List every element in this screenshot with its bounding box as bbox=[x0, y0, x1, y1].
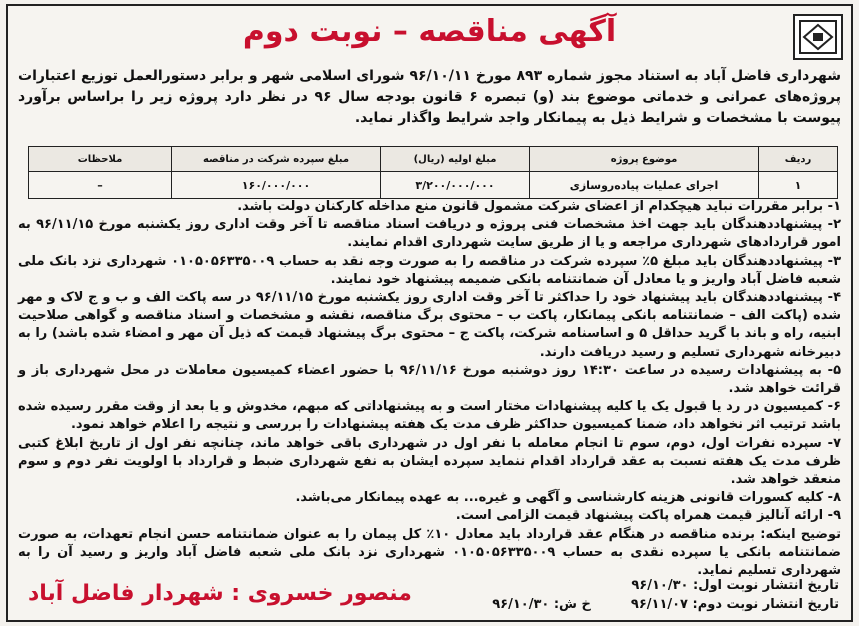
project-subject: اجرای عملیات پیاده‌روسازی bbox=[530, 172, 759, 199]
clause-2: ۲- پیشنهاددهندگان باید جهت اخذ مشخصات فنی پروژه و دریافت اسناد مناقصه تا آخر وقت اداری روز یکشنبه مورخ ۹۶/۱۱/۱۵ به امور قراردادهای شهرداری مراجعه و یا از طریق سایت شهرداری اقدام نمایند. bbox=[18, 217, 842, 251]
intro-paragraph: شهرداری فاضل آباد به استناد مجوز شماره ۸۹۳ مورخ ۹۶/۱۰/۱۱ شورای اسلامی شهر و برابر دستورالعمل توزیع اعتبارات پروژه‌های عمرانی و خدماتی موضوع بند (و) تبصره ۶ قانون بودجه سال ۹۶ در نظر دارد پروژه زیر را براساس برآورد پیوست با مشخصات و شرایط ذیل به پیمانکار واجد شرایط واگذار نماید. bbox=[18, 68, 842, 126]
clause-3: ۳- پیشنهاددهندگان باید مبلغ ۵٪ سپرده شرکت در مناقصه را به صورت وجه نقد به حساب ۰۱۰۵۰۵۶۳۳۵۰۰۹ شهرداری نزد بانک ملی شعبه فاضل آباد واریز و یا معادل آن ضمانتنامه بانکی ضمیمه پیشنهاد خود نمایند. bbox=[18, 253, 841, 287]
clause-9: ۹- ارائه آنالیز قیمت همراه پاکت پیشنهاد قیمت الزامی است. bbox=[455, 508, 841, 524]
tender-notice bbox=[6, 4, 853, 622]
clause-1: ۱- برابر مقررات نباید هیچکدام از اعضای شرکت مشمول قانون منع مداخله کارکنان دولت باشد. bbox=[237, 199, 841, 214]
table-header-row bbox=[29, 147, 838, 172]
tender-table bbox=[28, 146, 838, 199]
clause-5: ۵- به پیشنهادات رسیده در ساعت ۱۴:۳۰ روز دوشنبه مورخ ۹۶/۱۱/۱۶ با حضور اعضاء کمیسیون معاملات در محل شهرداری باز و قرائت خواهد شد. bbox=[18, 362, 841, 397]
deposit-amount: ۱۶۰/۰۰۰/۰۰۰ bbox=[172, 172, 381, 199]
row-number: ۱ bbox=[759, 172, 838, 199]
publication-dates bbox=[492, 576, 839, 614]
col-header-row-number: ردیف bbox=[759, 147, 838, 172]
clause-4: ۴- پیشنهاددهندگان باید پیشنهاد خود را حداکثر تا آخر وقت اداری روز یکشنبه مورخ ۹۶/۱۱/۱۵ در سه پاکت الف و ب و ج لاک و مهر شده (پاکت الف – ضمانتنامه بانکی پیمانکار، پاکت ب – محتوی برگ مناقصه، نقشه و مشخصات و اسناد مناقصه و گواهی صلاحیت ابنیه، راه و باند با گرید حداقل ۵ و اساسنامه شرکت، پاکت ج – محتوی برگ پیشنهاد قیمت که ذیل آن مهر و امضاء شده باشد) را به دبیرخانه شهرداری تسلیم و رسید دریافت دارند. bbox=[18, 290, 841, 360]
second-publication-date: تاریخ انتشار نوبت دوم: ۹۶/۱۱/۰۷ bbox=[630, 597, 839, 612]
col-header-initial-amount: مبلغ اولیه (ریال) bbox=[381, 147, 530, 172]
clause-8: ۸- کلیه کسورات قانونی هزینه کارشناسی و آگهی و غیره... به عهده پیمانکار می‌باشد. bbox=[295, 490, 841, 506]
clause-note: توضیح اینکه: برنده مناقصه در هنگام عقد قرارداد باید معادل ۱۰٪ کل پیمان را به عنوان ضمانتنامه حسن انجام تعهدات، به صورت ضمانتنامه بانکی یا سپرده نقدی به حساب ۰۱۰۵۰۵۶۳۳۵۰۰۹ شهرداری نزد بانک ملی شعبه فاضل آباد واریز و رسید آن را به شهرداری تسلیم نماید. bbox=[18, 526, 841, 579]
notice-title: آگهی مناقصه – نوبت دوم bbox=[242, 14, 617, 49]
table-row bbox=[29, 172, 838, 199]
clause-7: ۷- سپرده نفرات اول، دوم، سوم تا انجام معامله با نفر اول در شهرداری باقی خواهد ماند، چنانچه نفر اول از تاریخ ابلاغ کتبی ظرف مدت یک هفته نسبت به عقد قرارداد اقدام ننماید سپرده ایشان به نفع شهرداری ضبط و قرارداد با اولویت نفر دوم و سوم منعقد خواهد شد. bbox=[18, 435, 841, 488]
clauses-list bbox=[18, 198, 841, 580]
col-header-deposit: مبلغ سپرده شرکت در مناقصه bbox=[172, 147, 381, 172]
notice-code: خ ش: ۹۶/۱۰/۳۰ bbox=[492, 597, 591, 612]
col-header-remarks: ملاحظات bbox=[29, 147, 172, 172]
initial-amount: ۳/۲۰۰/۰۰۰/۰۰۰ bbox=[381, 172, 530, 199]
clause-6: ۶- کمیسیون در رد یا قبول یک یا کلیه پیشنهادات مختار است و به پیشنهاداتی که مبهم، مخدوش و یا بعد از وقت مقرر رسیده شده باشد ترتیب اثر نخواهد داد، ضمنا کمیسیون حداکثر ظرف مدت یک هفته پیشنهادات را بررسی و نتیجه را اعلام خواهد نمود. bbox=[18, 399, 841, 433]
first-publication-date: تاریخ انتشار نوبت اول: ۹۶/۱۰/۳۰ bbox=[631, 578, 839, 593]
col-header-project: موضوع پروژه bbox=[530, 147, 759, 172]
mayor-signature: منصور خسروی : شهردار فاضل آباد bbox=[28, 581, 412, 606]
remarks: – bbox=[29, 172, 172, 199]
